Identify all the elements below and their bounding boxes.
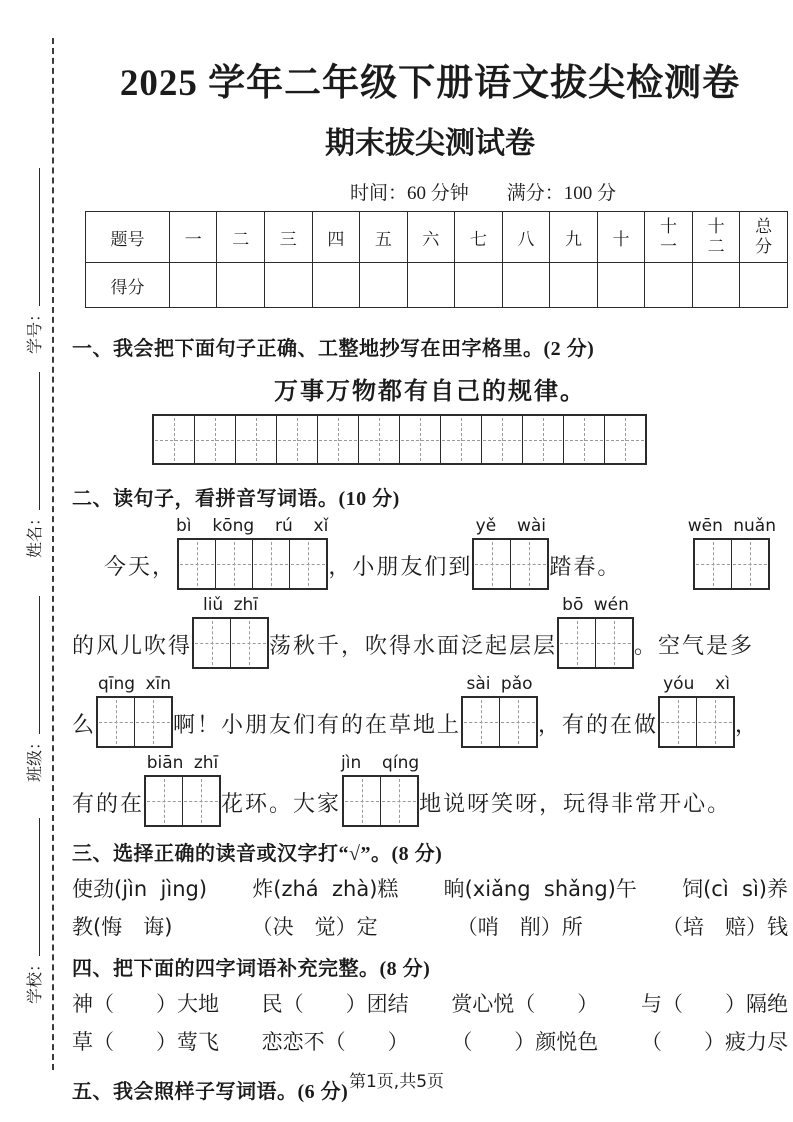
pinyin-label: liǔ zhī	[202, 595, 259, 615]
pinyin-label: qīng xīn	[97, 674, 172, 694]
margin-divider-dashed-line	[52, 38, 54, 1070]
pinyin-label: yóu xì	[663, 674, 730, 694]
score-table-header-cell: 十	[597, 212, 645, 263]
section-two-heading: 二、读句子，看拼音写词语。(10 分)	[72, 488, 400, 510]
sentence-fragment: 踏春。	[549, 554, 622, 579]
tian-cell	[732, 540, 768, 588]
tian-cell	[482, 416, 523, 463]
name-label: 姓名：	[27, 509, 44, 558]
score-table-header-cell: 一	[169, 212, 217, 263]
choice-item: 晌(xiǎng shǎng)午	[443, 877, 637, 901]
time-and-score-meta: 时间：60 分钟 满分：100 分	[350, 183, 617, 204]
pinyin-label: wēn nuǎn	[687, 516, 776, 536]
tian-cell	[231, 619, 267, 667]
answer-cells	[144, 775, 221, 827]
score-entry-cell	[455, 263, 503, 308]
sentence-fragment: 花环。大家	[221, 791, 342, 816]
question-row	[72, 874, 788, 904]
score-table-header-cell	[692, 212, 740, 263]
choice-item: （哨 削）所	[456, 915, 583, 939]
tian-cell	[236, 416, 277, 463]
choice-item: 饲(cì sì)养	[682, 877, 788, 901]
pinyin-label: bì kōng rú xǐ	[176, 516, 329, 536]
tian-cell	[146, 777, 183, 825]
sentence-fragment: ，小朋友们到	[328, 554, 473, 579]
tian-cell	[500, 698, 536, 746]
pinyin-word-box	[472, 514, 549, 590]
score-entry-cell	[597, 263, 645, 308]
score-table-header-cell: 九	[550, 212, 598, 263]
question-row	[72, 1027, 788, 1057]
tian-cell	[605, 416, 645, 463]
answer-cells	[461, 696, 538, 748]
tian-cell	[179, 540, 216, 588]
tian-grid	[152, 414, 647, 465]
class-label: 班级：	[27, 733, 44, 782]
pinyin-word-box	[96, 672, 173, 748]
pinyin-word-box	[658, 672, 735, 748]
idiom-item: 草（ ）莺飞	[72, 1030, 219, 1054]
tian-cell	[697, 698, 733, 746]
choice-item: 使劲(jìn jìng)	[72, 877, 208, 901]
tian-cell	[441, 416, 482, 463]
score-entry-cell	[645, 263, 693, 308]
score-table-header-cell: 八	[502, 212, 550, 263]
score-table-header-cell	[740, 212, 788, 263]
tian-cell	[194, 619, 231, 667]
tian-cell	[359, 416, 400, 463]
pinyin-word-box	[144, 751, 221, 827]
pinyin-label: sài pǎo	[466, 674, 533, 694]
pinyin-label: bō wén	[562, 595, 629, 615]
complete-idioms-block	[72, 989, 788, 1057]
page-title: 2025 学年二年级下册语文拔尖检测卷	[119, 63, 741, 104]
stacked-label: 总分	[755, 217, 773, 256]
tian-cell	[523, 416, 564, 463]
tian-cell	[695, 540, 732, 588]
tian-cell	[318, 416, 359, 463]
score-entry-cell	[740, 263, 788, 308]
tian-cell	[474, 540, 511, 588]
question-row	[72, 912, 788, 942]
choice-item: 教(悔 诲)	[72, 915, 173, 939]
idiom-item: 恋恋不（ ）	[261, 1030, 409, 1054]
score-row-label-cell: 得分	[86, 263, 170, 308]
answer-cells	[192, 617, 269, 669]
score-entry-cell	[502, 263, 550, 308]
idiom-item: 民（ ）团结	[261, 992, 409, 1016]
score-table-header-cell: 三	[265, 212, 313, 263]
pinyin-word-box	[557, 593, 634, 669]
score-entry-cell	[550, 263, 598, 308]
sentence-fragment: 地说呀笑呀，玩得非常开心。	[419, 791, 732, 816]
margin-field-name	[22, 372, 45, 558]
answer-cells	[557, 617, 634, 669]
section-three-heading: 三、选择正确的读音或汉字打“√”。(8 分)	[72, 843, 443, 865]
page-subtitle: 期末拔尖测试卷	[325, 127, 535, 160]
sentence-fragment: 的风儿吹得	[72, 633, 193, 658]
sentence-fragment: 有的在	[72, 791, 145, 816]
answer-cells	[177, 538, 328, 590]
tian-cell	[400, 416, 441, 463]
score-table-header-cell: 题号	[86, 212, 170, 263]
answer-cells	[342, 775, 419, 827]
pinyin-word-box	[461, 672, 538, 748]
tian-cell	[195, 416, 236, 463]
pinyin-word-box	[192, 593, 269, 669]
sentence-fragment: 啊！小朋友们有的在草地上	[173, 712, 462, 737]
tian-cell	[564, 416, 605, 463]
answer-cells	[472, 538, 549, 590]
score-table-score-row	[86, 263, 788, 308]
answer-cells	[96, 696, 173, 748]
pinyin-line	[72, 750, 788, 827]
pinyin-writing-block	[72, 513, 788, 827]
margin-field-school	[22, 818, 45, 1004]
sentence-fragment: ，有的在做	[538, 712, 659, 737]
choice-item: （决 觉）定	[251, 915, 378, 939]
section-four-heading: 四、把下面的四字词语补充完整。(8 分)	[72, 958, 431, 980]
score-entry-cell	[265, 263, 313, 308]
margin-field-class	[22, 596, 45, 782]
answer-cells	[658, 696, 735, 748]
tian-cell	[381, 777, 417, 825]
choice-item: （培 赔）钱	[662, 915, 788, 939]
score-table	[85, 211, 788, 308]
sentence-fragment: 么	[72, 712, 97, 737]
score-entry-cell	[312, 263, 360, 308]
choose-pronunciation-block	[72, 874, 788, 942]
tian-cell	[559, 619, 596, 667]
tian-cell	[277, 416, 318, 463]
score-entry-cell	[217, 263, 265, 308]
pinyin-line	[72, 592, 788, 669]
pinyin-label: yě wài	[475, 516, 547, 536]
exam-content	[72, 0, 788, 1104]
school-label: 学校：	[27, 955, 44, 1004]
question-row	[72, 989, 788, 1019]
tian-cell	[98, 698, 135, 746]
score-entry-cell	[407, 263, 455, 308]
pinyin-word-box	[176, 514, 328, 590]
sentence-fragment: 今天，	[104, 554, 177, 579]
pinyin-line	[72, 671, 788, 748]
section-one-heading: 一、我会把下面句子正确、工整地抄写在田字格里。(2 分)	[72, 338, 595, 360]
answer-cells	[693, 538, 770, 590]
score-table-header-cell: 六	[407, 212, 455, 263]
copy-sentence: 万事万物都有自己的规律。	[274, 379, 586, 405]
tian-cell	[183, 777, 219, 825]
tian-cell	[463, 698, 500, 746]
stacked-label: 十二	[707, 217, 725, 256]
score-entry-cell	[169, 263, 217, 308]
tian-cell	[344, 777, 381, 825]
tian-cell	[511, 540, 547, 588]
sentence-fragment: ，	[735, 712, 760, 737]
pinyin-label: biān zhī	[146, 753, 219, 773]
tian-cell	[596, 619, 632, 667]
score-table-header-cell: 七	[455, 212, 503, 263]
tian-cell	[660, 698, 697, 746]
tian-cell	[290, 540, 326, 588]
pinyin-word-box	[341, 751, 419, 827]
choice-item: 炸(zhá zhà)糕	[252, 877, 399, 901]
score-table-header-row	[86, 212, 788, 263]
student-id-label: 学号：	[27, 305, 44, 354]
score-entry-cell	[692, 263, 740, 308]
tian-cell	[154, 416, 195, 463]
pinyin-word-box	[688, 514, 776, 590]
tian-cell	[135, 698, 171, 746]
class-blank-line	[35, 596, 40, 734]
idiom-item: 与（ ）隔绝	[640, 992, 788, 1016]
score-table-header-cell: 五	[360, 212, 408, 263]
section-five-heading: 五、我会照样子写词语。(6 分)	[72, 1081, 349, 1103]
score-entry-cell	[360, 263, 408, 308]
tian-cell	[216, 540, 253, 588]
tian-cell	[253, 540, 290, 588]
pinyin-line	[72, 513, 788, 590]
score-table-header-cell: 二	[217, 212, 265, 263]
idiom-item: 赏心悦（ ）	[451, 992, 599, 1016]
idiom-item: （ ）疲力尽	[640, 1030, 788, 1054]
school-blank-line	[35, 818, 40, 956]
tian-grid-wrap	[152, 414, 788, 468]
score-table-header-cell: 四	[312, 212, 360, 263]
score-table-header-cell	[645, 212, 693, 263]
sentence-fragment: 。空气是多	[634, 633, 755, 658]
pinyin-label: jìn qíng	[341, 753, 420, 773]
stacked-label: 十一	[660, 217, 678, 256]
name-blank-line	[35, 372, 40, 510]
student-id-blank-line	[35, 168, 40, 306]
idiom-item: （ ）颜悦色	[451, 1030, 599, 1054]
margin-field-student-id	[22, 168, 45, 354]
idiom-item: 神（ ）大地	[72, 992, 219, 1016]
page-number: 第1页,共5页	[348, 1072, 445, 1092]
sentence-fragment: 荡秋千，吹得水面泛起层层	[269, 633, 558, 658]
